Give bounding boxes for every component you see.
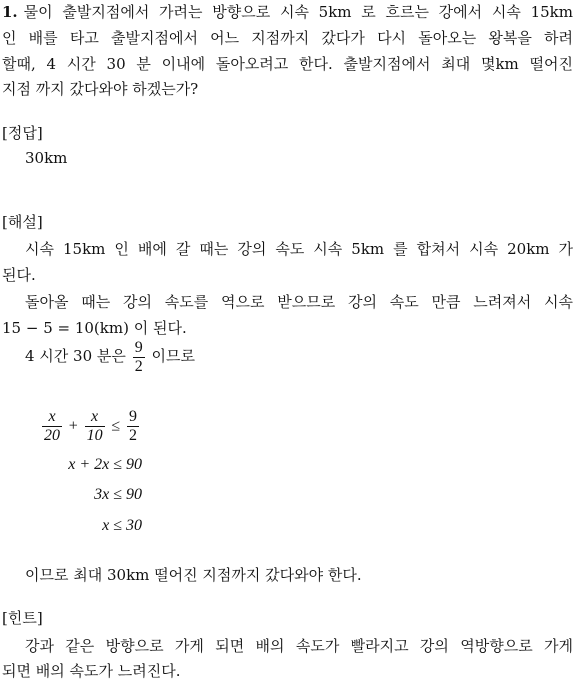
problem-text-1: 물이 출발지점에서 가려는 방향으로 시속 5km 로 흐르는 강에서 시속 15km — [23, 3, 573, 21]
eq1-fraction-a — [42, 408, 62, 445]
hint-line-1: 강과 같은 방향으로 가게 되면 배의 속도가 빨라지고 강의 역방향으로 가게 — [25, 637, 573, 655]
explanation-heading: [해설] — [2, 213, 43, 231]
p3-suffix: 이므로 — [151, 347, 195, 365]
explanation-p3 — [25, 336, 573, 376]
problem-line-2: 인 배를 타고 출발지점에서 어느 지점까지 갔다가 다시 돌아오는 왕복을 하려 — [2, 29, 573, 47]
eq1-fraction-b — [85, 408, 105, 445]
eq1-fraction-c — [127, 408, 139, 445]
fraction-nine-halves — [133, 339, 145, 376]
fraction-numerator: 9 — [134, 338, 143, 356]
problem-line-1 — [2, 0, 573, 25]
explanation-p2-line2: 15 − 5 = 10(km) 이 된다. — [2, 319, 187, 337]
equation-1 — [40, 408, 141, 445]
problem-number: 1. — [2, 3, 18, 21]
problem-line-4: 지점 까지 갔다와야 하겠는가? — [2, 80, 199, 98]
equation-3: 3x ≤ 90 — [94, 486, 142, 503]
explanation-p1-line1: 시속 15km 인 배에 갈 때는 강의 속도 시속 5km 를 합쳐서 시속 20km 가 — [25, 240, 573, 258]
problem-line-3: 할때, 4 시간 30 분 이내에 돌아오려고 한다. 출발지점에서 최대 몇km 떨어진 — [2, 55, 573, 73]
answer-heading: [정답] — [2, 124, 43, 142]
p3-prefix: 4 시간 30 분은 — [25, 347, 126, 365]
eq1-a-numerator: x — [48, 408, 56, 425]
hint-heading: [힌트] — [2, 609, 43, 627]
answer-value: 30km — [25, 149, 68, 167]
hint-line-2: 되면 배의 속도가 느려진다. — [2, 662, 181, 680]
eq1-c-numerator: 9 — [128, 408, 137, 425]
eq1-a-denominator: 20 — [44, 427, 60, 444]
eq1-b-denominator: 10 — [86, 427, 103, 444]
explanation-conclusion: 이므로 최대 30km 떨어진 지점까지 갔다와야 한다. — [25, 566, 362, 584]
eq1-b-numerator: x — [91, 408, 99, 425]
eq1-le: ≤ — [111, 417, 121, 435]
explanation-p2-line1: 돌아올 때는 강의 속도를 역으로 받으므로 강의 속도 만큼 느려져서 시속 — [25, 293, 573, 311]
eq1-c-denominator: 2 — [128, 427, 137, 444]
eq1-plus: + — [68, 417, 78, 435]
explanation-p1-line2: 된다. — [2, 266, 36, 284]
fraction-denominator: 2 — [134, 357, 143, 375]
equation-2: x + 2x ≤ 90 — [68, 456, 142, 473]
equation-4: x ≤ 30 — [102, 517, 142, 534]
